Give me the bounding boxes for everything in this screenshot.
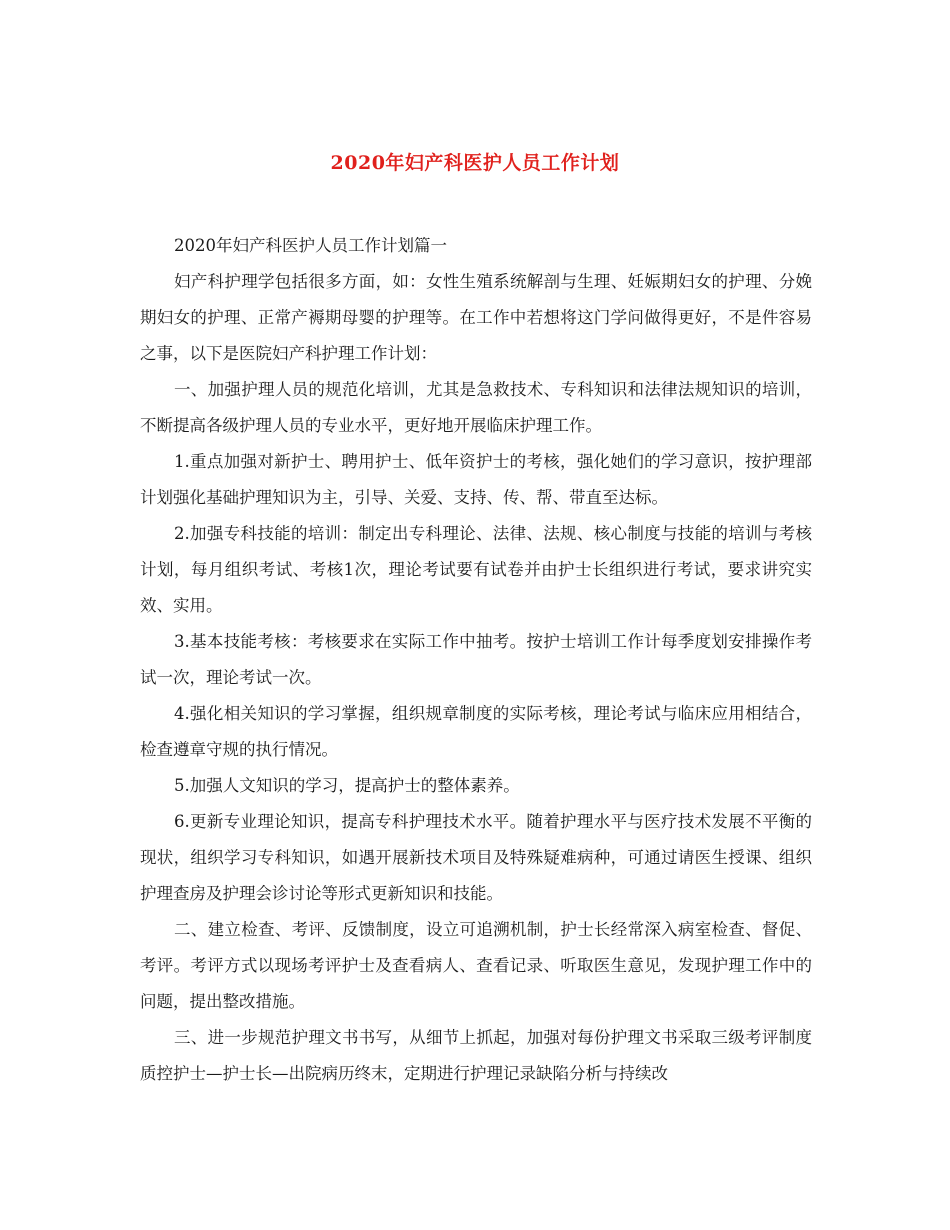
paragraph-item-4: 4.强化相关知识的学习掌握，组织规章制度的实际考核，理论考试与临床应用相结合，检查遵章守规的执行情况。 xyxy=(140,704,812,759)
paragraph-section-2: 二、建立检查、考评、反馈制度，设立可追溯机制，护士长经常深入病室检查、督促、考评。考评方式以现场考评护士及查看病人、查看记录、听取医生意见，发现护理工作中的问题，提出整改措施。 xyxy=(140,920,812,1011)
paragraph-section-1: 一、加强护理人员的规范化培训，尤其是急救技术、专科知识和法律法规知识的培训，不断提高各级护理人员的专业水平，更好地开展临床护理工作。 xyxy=(140,380,812,435)
section-heading: 2020年妇产科医护人员工作计划篇一 xyxy=(174,236,447,255)
intro-paragraph: 妇产科护理学包括很多方面，如：女性生殖系统解剖与生理、妊娠期妇女的护理、分娩期妇女的护理、正常产褥期母婴的护理等。在工作中若想将这门学问做得更好，不是件容易之事，以下是医院妇产科护理工作计划： xyxy=(140,272,812,363)
paragraph-item-5: 5.加强人文知识的学习，提高护士的整体素养。 xyxy=(174,776,520,795)
document-title: 2020年妇产科医护人员工作计划 xyxy=(330,152,620,174)
paragraph-item-3: 3.基本技能考核：考核要求在实际工作中抽考。按护士培训工作计每季度划安排操作考试一次，理论考试一次。 xyxy=(140,632,812,687)
paragraph-item-2: 2.加强专科技能的培训：制定出专科理论、法律、法规、核心制度与技能的培训与考核计划，每月组织考试、考核1次，理论考试要有试卷并由护士长组织进行考试，要求讲究实效、实用。 xyxy=(140,524,812,615)
paragraph-item-1: 1.重点加强对新护士、聘用护士、低年资护士的考核，强化她们的学习意识，按护理部计划强化基础护理知识为主，引导、关爱、支持、传、帮、带直至达标。 xyxy=(140,452,812,507)
paragraph-section-3: 三、进一步规范护理文书书写，从细节上抓起，加强对每份护理文书采取三级考评制度质控护士—护士长—出院病历终末，定期进行护理记录缺陷分析与持续改 xyxy=(140,1028,812,1083)
document-body xyxy=(140,228,812,1092)
paragraph-item-6: 6.更新专业理论知识，提高专科护理技术水平。随着护理水平与医疗技术发展不平衡的现状，组织学习专科知识，如遇开展新技术项目及特殊疑难病种，可通过请医生授课、组织护理查房及护理会诊讨论等形式更新知识和技能。 xyxy=(140,812,812,903)
